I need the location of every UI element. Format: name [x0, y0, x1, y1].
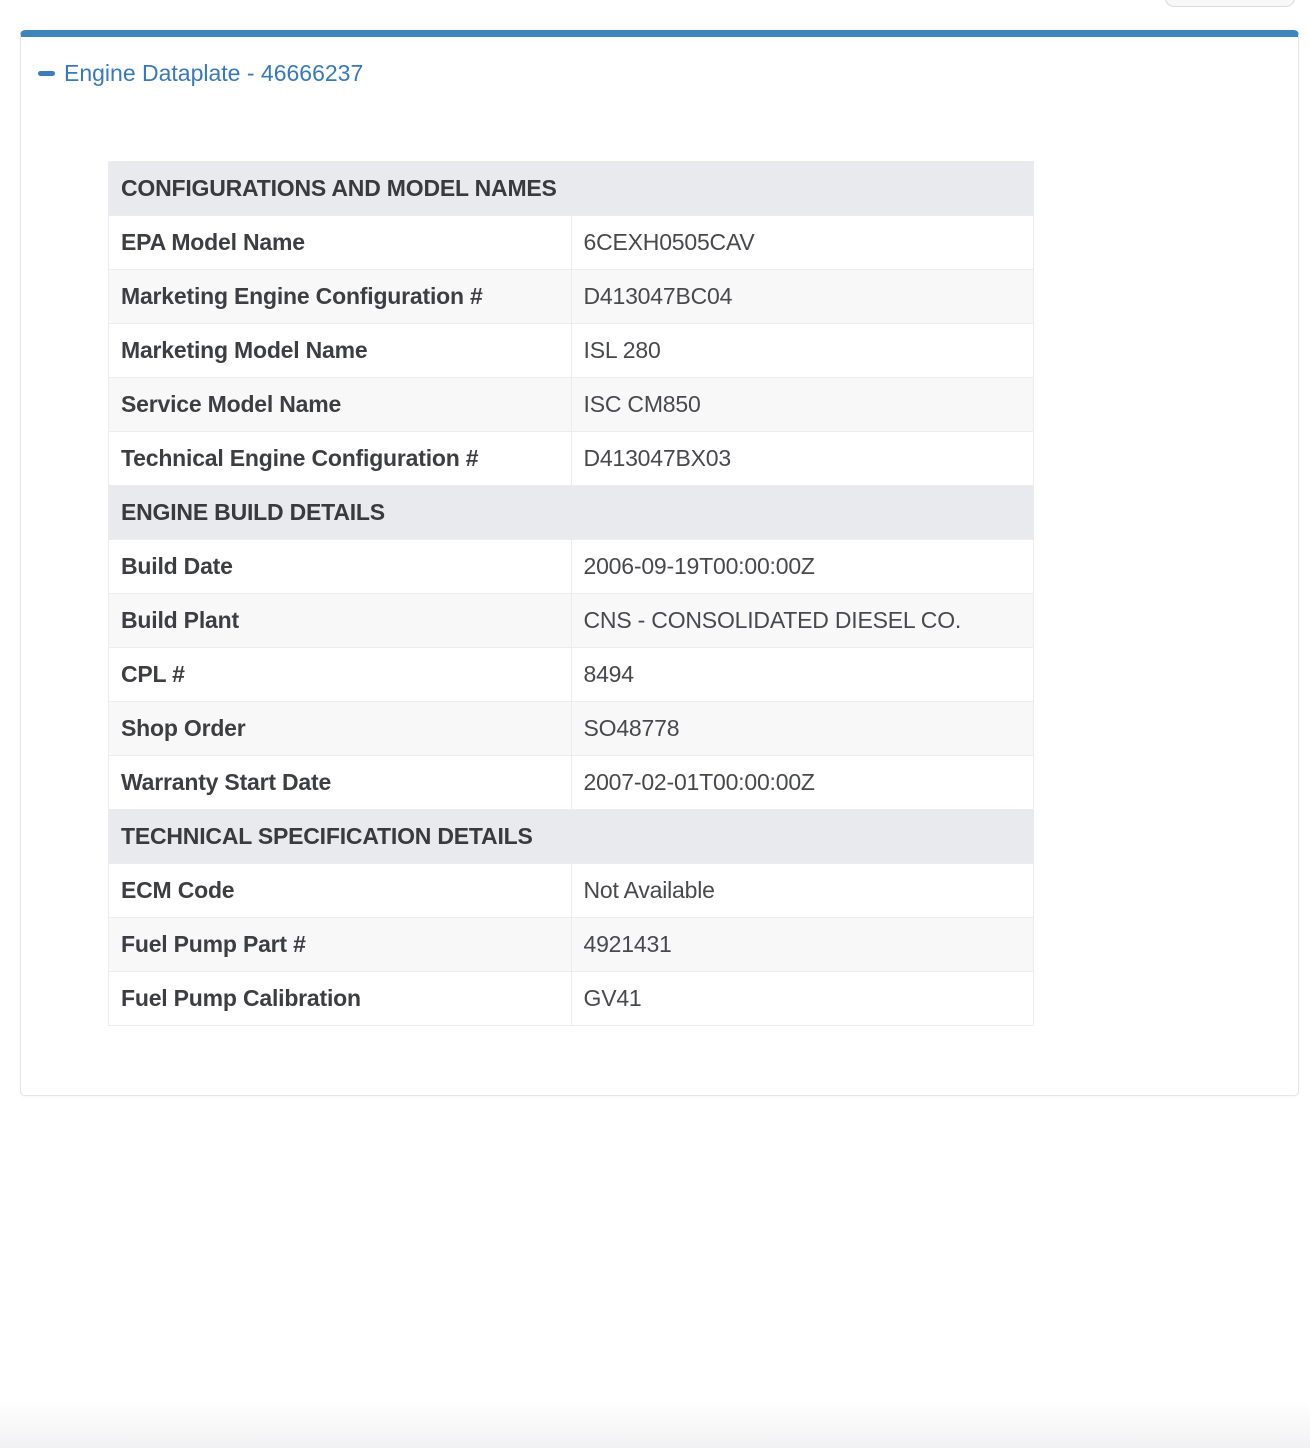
- row-value: D413047BC04: [571, 270, 1034, 324]
- row-label: Build Date: [109, 540, 572, 594]
- row-value: GV41: [571, 972, 1034, 1026]
- dataplate-table-container: [108, 161, 1298, 1026]
- section-header-row: [109, 162, 1034, 216]
- section-configurations-and-model-names: [109, 162, 1034, 486]
- section-header-row: [109, 486, 1034, 540]
- row-value: 2006-09-19T00:00:00Z: [571, 540, 1034, 594]
- top-right-cutoff-button[interactable]: [1165, 0, 1295, 7]
- section-technical-specification-details: [109, 810, 1034, 1026]
- engine-dataplate-card: [20, 30, 1299, 1096]
- dataplate-table: [108, 161, 1034, 1026]
- section-header: CONFIGURATIONS AND MODEL NAMES: [109, 162, 1034, 216]
- table-row: [109, 432, 1034, 486]
- table-row: [109, 648, 1034, 702]
- row-value: 8494: [571, 648, 1034, 702]
- row-value: 2007-02-01T00:00:00Z: [571, 756, 1034, 810]
- engine-dataplate-title-link[interactable]: Engine Dataplate - 46666237: [64, 60, 364, 86]
- bottom-gradient-shadow: [0, 1402, 1310, 1448]
- table-row: [109, 702, 1034, 756]
- table-row: [109, 864, 1034, 918]
- table-row: [109, 918, 1034, 972]
- row-label: Fuel Pump Part #: [109, 918, 572, 972]
- row-label: Fuel Pump Calibration: [109, 972, 572, 1026]
- table-row: [109, 270, 1034, 324]
- row-label: Technical Engine Configuration #: [109, 432, 572, 486]
- table-row: [109, 216, 1034, 270]
- row-label: Shop Order: [109, 702, 572, 756]
- engine-dataplate-header[interactable]: [38, 59, 1298, 87]
- table-row: [109, 378, 1034, 432]
- row-label: ECM Code: [109, 864, 572, 918]
- table-row: [109, 594, 1034, 648]
- row-value: ISL 280: [571, 324, 1034, 378]
- section-engine-build-details: [109, 486, 1034, 810]
- row-value: SO48778: [571, 702, 1034, 756]
- row-value: Not Available: [571, 864, 1034, 918]
- section-header: ENGINE BUILD DETAILS: [109, 486, 1034, 540]
- table-row: [109, 972, 1034, 1026]
- section-header-row: [109, 810, 1034, 864]
- table-row: [109, 756, 1034, 810]
- row-value: 6CEXH0505CAV: [571, 216, 1034, 270]
- row-label: CPL #: [109, 648, 572, 702]
- row-value: ISC CM850: [571, 378, 1034, 432]
- table-row: [109, 540, 1034, 594]
- row-label: EPA Model Name: [109, 216, 572, 270]
- row-label: Warranty Start Date: [109, 756, 572, 810]
- row-value: CNS - CONSOLIDATED DIESEL CO.: [571, 594, 1034, 648]
- collapse-minus-icon[interactable]: [38, 71, 55, 76]
- row-value: D413047BX03: [571, 432, 1034, 486]
- row-label: Marketing Model Name: [109, 324, 572, 378]
- row-value: 4921431: [571, 918, 1034, 972]
- row-label: Service Model Name: [109, 378, 572, 432]
- row-label: Build Plant: [109, 594, 572, 648]
- row-label: Marketing Engine Configuration #: [109, 270, 572, 324]
- table-row: [109, 324, 1034, 378]
- section-header: TECHNICAL SPECIFICATION DETAILS: [109, 810, 1034, 864]
